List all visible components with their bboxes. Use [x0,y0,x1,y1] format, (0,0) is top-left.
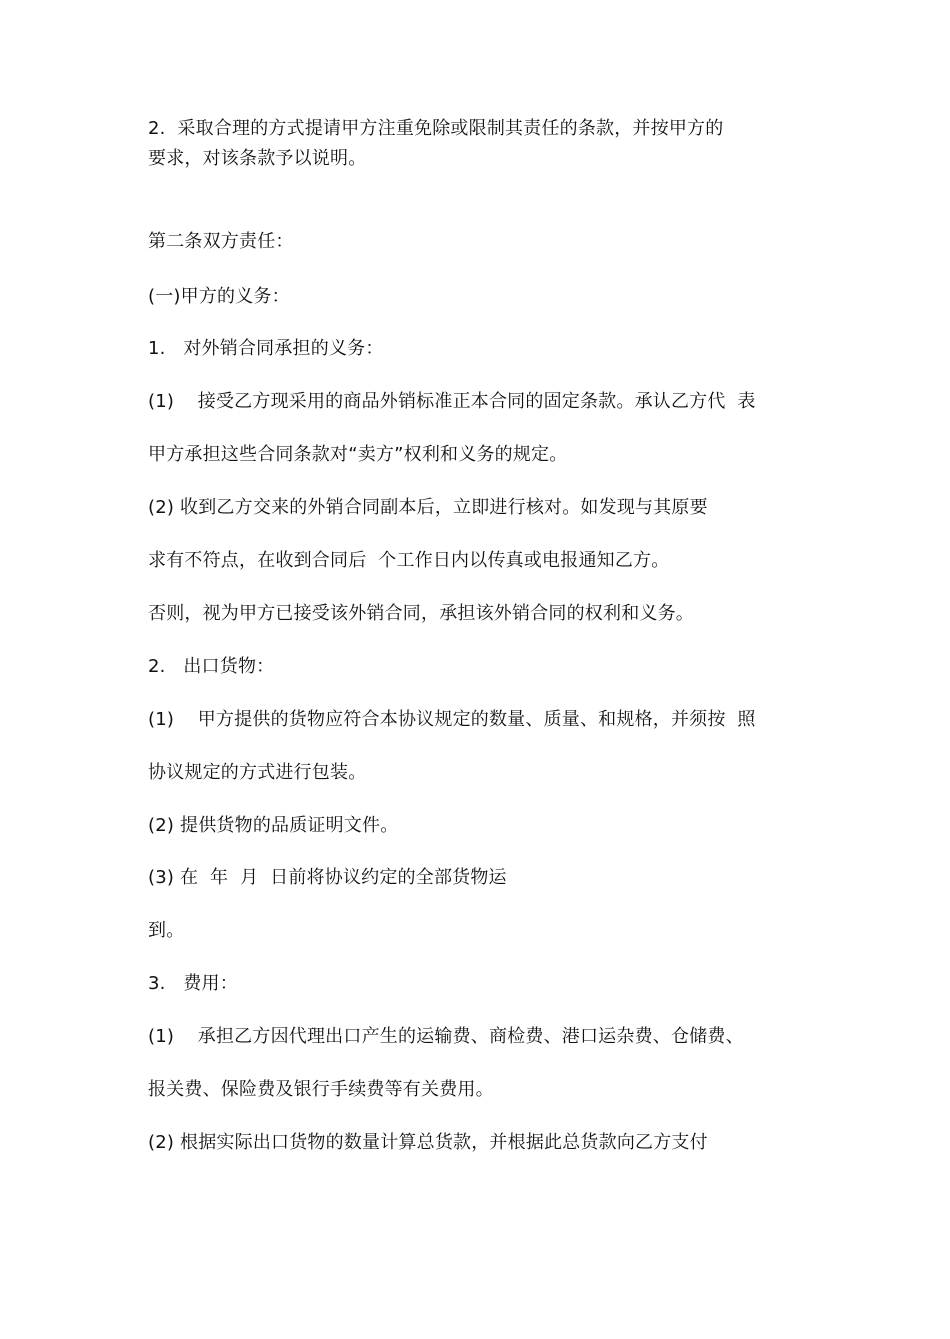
text-line-10: 否则，视为甲方已接受该外销合同，承担该外销合同的权利和义务。 [148,603,694,624]
text-line-1: 2. 采取合理的方式提请甲方注重免除或限制其责任的条款，并按甲方的 [148,118,724,139]
text-line-3: 第二条双方责任： [148,231,294,252]
text-line-8: (2) 收到乙方交来的外销合同副本后，立即进行核对。如发现与其原要 [148,497,708,518]
text-line-4: (一)甲方的义务： [148,286,290,307]
text-line-19: 报关费、保险费及银行手续费等有关费用。 [148,1079,494,1100]
text-line-20: (2) 根据实际出口货物的数量计算总货款，并根据此总货款向乙方支付 [148,1132,708,1153]
text-line-11: 2. 出口货物： [148,656,275,677]
text-line-2: 要求，对该条款予以说明。 [148,148,367,169]
text-line-17: 3. 费用： [148,973,238,994]
text-line-14: (2) 提供货物的品质证明文件。 [148,815,399,836]
text-line-7: 甲方承担这些合同条款对“卖方”权利和义务的规定。 [148,444,568,465]
text-line-18: (1) 承担乙方因代理出口产生的运输费、商检费、港口运杂费、仓储费、 [148,1026,744,1047]
text-line-6: (1) 接受乙方现采用的商品外销标准正本合同的固定条款。承认乙方代 表 [148,391,756,412]
text-line-12: (1) 甲方提供的货物应符合本协议规定的数量、质量、和规格，并须按 照 [148,709,756,730]
text-line-5: 1. 对外销合同承担的义务： [148,338,384,359]
text-line-16: 到。 [148,920,185,941]
text-line-15: (3) 在 年 月 日前将协议约定的全部货物运 [148,867,507,888]
text-line-9: 求有不符点，在收到合同后 个工作日内以传真或电报通知乙方。 [148,550,670,571]
text-line-13: 协议规定的方式进行包装。 [148,762,367,783]
